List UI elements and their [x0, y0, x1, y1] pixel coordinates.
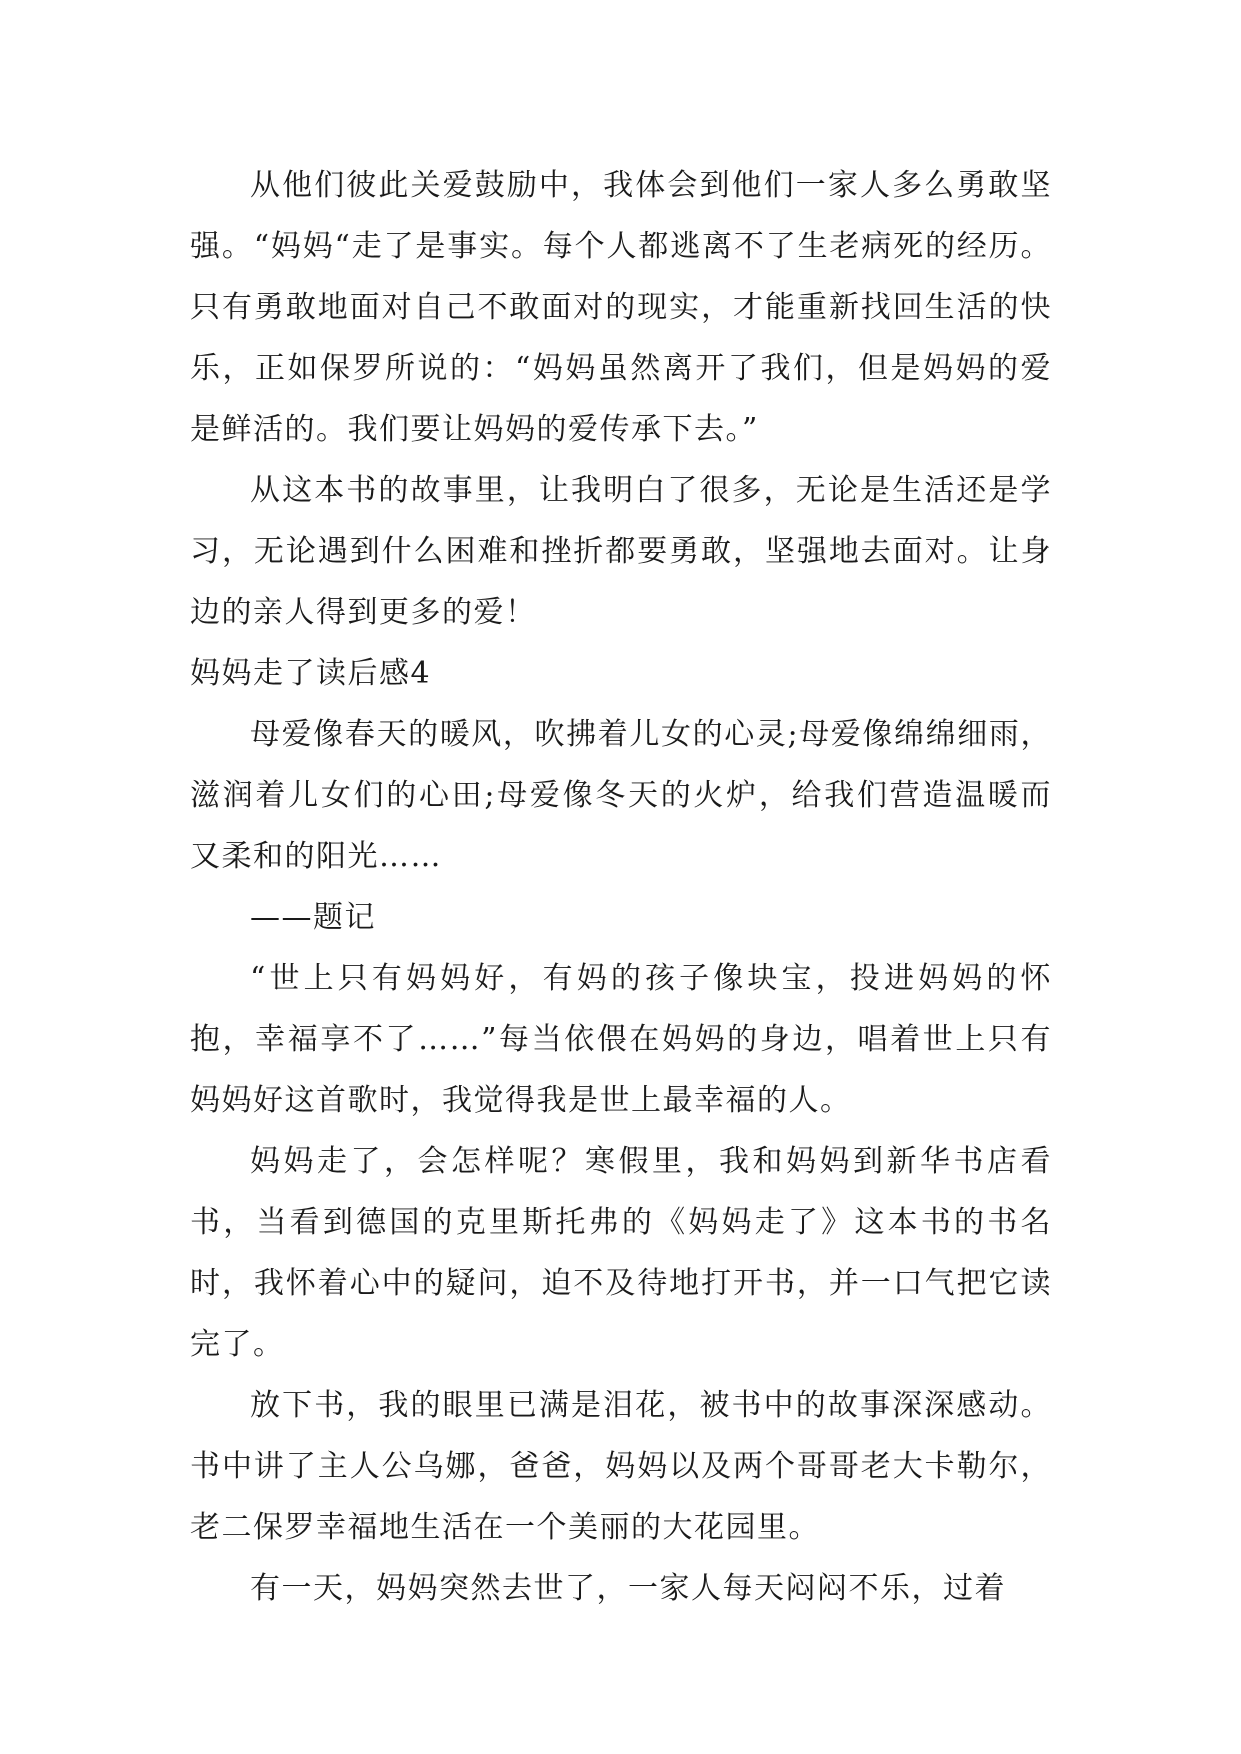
- epigraph-attribution: ——题记: [250, 900, 376, 935]
- paragraph: 妈妈走了，会怎样呢？寒假里，我和妈妈到新华书店看书，当看到德国的克里斯托弗的《妈妈走了》这本书的书名时，我怀着心中的疑问，迫不及待地打开书，并一口气把它读完了。: [190, 1144, 1052, 1362]
- paragraph: “世上只有妈妈好，有妈的孩子像块宝，投进妈妈的怀抱，幸福享不了……”每当依偎在妈妈的身边，唱着世上只有妈妈好这首歌时，我觉得我是世上最幸福的人。: [190, 961, 1052, 1118]
- section-heading: 妈妈走了读后感4: [190, 656, 432, 691]
- document-body: [190, 155, 1052, 1619]
- paragraph: 从他们彼此关爱鼓励中，我体会到他们一家人多么勇敢坚强。“妈妈“走了是事实。每个人都逃离不了生老病死的经历。只有勇敢地面对自己不敢面对的现实，才能重新找回生活的快乐，正如保罗所说的：“妈妈虽然离开了我们，但是妈妈的爱是鲜活的。我们要让妈妈的爱传承下去。”: [190, 168, 1052, 447]
- epigraph: 母爱像春天的暖风，吹拂着儿女的心灵;母爱像绵绵细雨，滋润着儿女们的心田;母爱像冬天的火炉，给我们营造温暖而又柔和的阳光……: [190, 717, 1052, 874]
- paragraph: 有一天，妈妈突然去世了，一家人每天闷闷不乐，过着: [250, 1571, 1006, 1606]
- paragraph: 放下书，我的眼里已满是泪花，被书中的故事深深感动。书中讲了主人公乌娜，爸爸，妈妈以及两个哥哥老大卡勒尔，老二保罗幸福地生活在一个美丽的大花园里。: [190, 1388, 1052, 1545]
- paragraph: 从这本书的故事里，让我明白了很多，无论是生活还是学习，无论遇到什么困难和挫折都要勇敢，坚强地去面对。让身边的亲人得到更多的爱！: [190, 473, 1052, 630]
